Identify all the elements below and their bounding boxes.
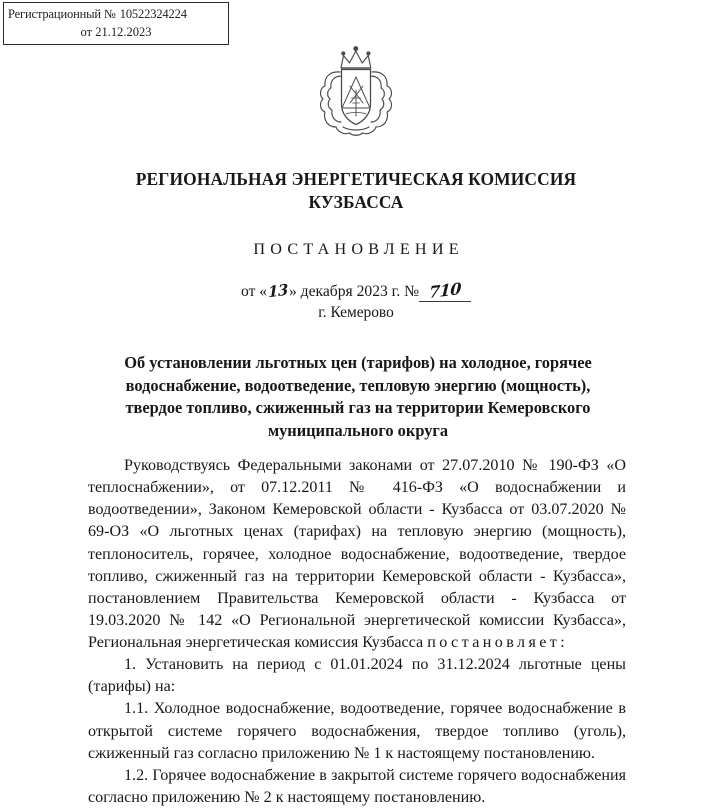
document-date-line xyxy=(56,279,656,303)
document-header xyxy=(56,168,656,322)
clause-1: 1. Установить на период с 01.01.2024 по 31.12.2024 льготные цены (тарифы) на: xyxy=(88,656,626,696)
preamble-paragraph xyxy=(88,455,626,654)
registration-date: 21.12.2023 xyxy=(95,25,152,40)
subject-line-3: твердое топливо, сжиженный газ на территории Кемеровского xyxy=(125,398,591,418)
date-middle: » декабря 2023 г. № xyxy=(288,283,419,301)
handwritten-document-number: 710 xyxy=(428,279,462,303)
registration-date-line xyxy=(8,23,224,41)
date-prefix: от « xyxy=(241,283,268,301)
preamble-text: Руководствуясь Федеральными законами от 27.07.2010 № 190-ФЗ «О теплоснабжении», от 07.12.2011 № 416-ФЗ «О водоснабжении и водоотведении», Законом Кемеровской области - Кузбасса от 03.07.2020 № 69-ОЗ «О льготных ценах (тарифах) на тепловую энергию (мощность), теплоноситель, горячее, холодное водоснабжение, водоотведение, твердое топливо, сжиженный газ на территории Кемеровской области - Кузбасса», постановлением Правительства Кемеровской области - Кузбасса от 19.03.2020 № 142 «О Региональной энергетической комиссии Кузбасса», Региональная энергетическая комиссия Кузбасса xyxy=(88,457,626,651)
document-kind: ПОСТАНОВЛЕНИЕ xyxy=(253,240,464,259)
preamble-verb: постановляет: xyxy=(427,634,569,651)
handwritten-day: 13 xyxy=(267,280,289,302)
subject-line-2: водоснабжение, водоотведение, тепловую энергию (мощность), xyxy=(125,375,591,395)
organization-title-line-1: РЕГИОНАЛЬНАЯ ЭНЕРГЕТИЧЕСКАЯ КОМИССИЯ xyxy=(135,169,577,189)
registration-number-line xyxy=(8,5,224,23)
document-body xyxy=(88,455,626,809)
organization-title xyxy=(56,168,656,213)
document-number-slot xyxy=(419,279,471,303)
registration-label: Регистрационный № xyxy=(8,7,116,21)
document-city: г. Кемерово xyxy=(318,303,394,321)
registration-date-prefix: от xyxy=(80,25,93,40)
subject-line-1: Об установлении льготных цен (тарифов) на холодное, горячее xyxy=(124,353,592,372)
clause-1-2: 1.2. Горячее водоснабжение в закрытой системе горячего водоснабжения согласно приложению № 2 к настоящему постановлению. xyxy=(88,766,626,806)
organization-title-line-2: КУЗБАССА xyxy=(308,191,404,212)
subject-line-4: муниципального округа xyxy=(267,420,449,440)
document-subject xyxy=(92,352,624,443)
registration-stamp xyxy=(3,2,229,45)
emblem-container xyxy=(0,42,712,147)
registration-number: 10522324224 xyxy=(119,7,187,21)
coat-of-arms-icon xyxy=(310,42,402,147)
clause-1-1: 1.1. Холодное водоснабжение, водоотведение, горячее водоснабжение в открытой системе горячего водоснабжения, твердое топливо (уголь), сжиженный газ согласно приложению № 1 к настоящему постановлению. xyxy=(88,700,626,762)
